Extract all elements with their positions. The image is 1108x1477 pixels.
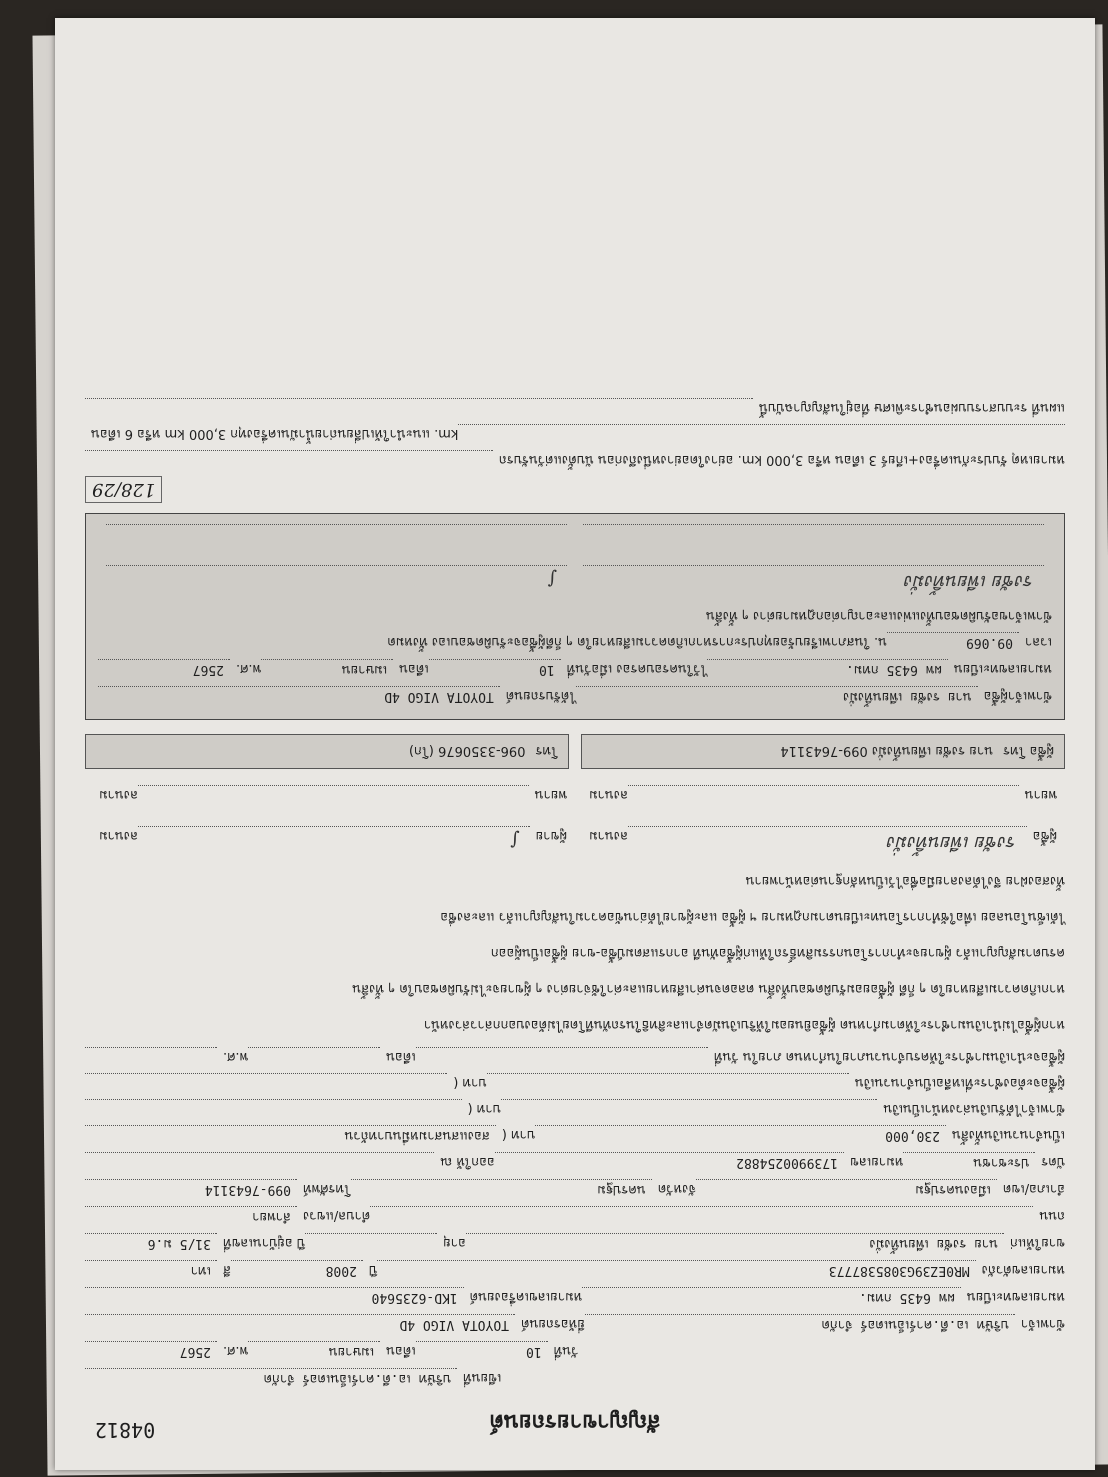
price-words: สองแสนสามหมื่นบาทถ้วน (85, 1125, 496, 1144)
witness-line (628, 785, 1019, 812)
engine-label: หมายเลขเครื่องยนต์ (469, 1289, 583, 1304)
due-label: ผู้ซื้อจะนำเงินมาชำระให้ครบจำนวนภายในกำหนด ภายใน วันที่ (713, 1049, 1065, 1064)
year: 2567 (85, 1341, 217, 1360)
note-line (85, 450, 1065, 468)
buyer-sign-label: ผู้ซื้อ (1032, 828, 1057, 843)
document-title: สัญญาขายรถยนต์ (489, 1409, 661, 1434)
seller-label: ข้าพเจ้า (1020, 1316, 1065, 1331)
due-month (248, 1047, 380, 1064)
color-label: สี (223, 1262, 231, 1277)
seller: บริษัท เอ.ดี.คาร์เอ็นเตอร์ จำกัด (585, 1314, 1015, 1333)
receipt-buyer-line (583, 565, 1044, 592)
paragraph: ทั้งสองฝ่าย จึงได้ลงลายมือชื่อไว้เป็นหลักฐานต่อหน้าพยาน (745, 873, 1065, 888)
issued (85, 1152, 434, 1169)
paid-words (85, 1099, 462, 1116)
note-fill-3 (85, 398, 753, 415)
phone-label: โทรศัพท์ (303, 1181, 351, 1196)
day: 10 (416, 1341, 548, 1360)
road (370, 1206, 1033, 1223)
handwritten-stamp: 128/29 (85, 476, 162, 503)
receipt-date-label: ไว้ในครอบครอง เมื่อวันที่ (566, 661, 708, 676)
receipt-plate: ผพ 6435 กทม. (707, 659, 948, 678)
baht-label: บาท ( (501, 1127, 536, 1142)
buyer-tel-label: ผู้ซื้อ โทร (1003, 743, 1054, 758)
sign-label-3: ลงนาม (589, 787, 629, 802)
receipt-day: 10 (429, 659, 561, 678)
year-label: พ.ศ. (223, 1343, 249, 1358)
month-label: เดือน (386, 1343, 416, 1358)
day-label: วันที่ (553, 1343, 579, 1358)
paid (501, 1099, 878, 1116)
brand-label: ยี่ห้อรถยนต์ (521, 1316, 585, 1331)
paragraph: ครบตามสัญญาแล้ว ผู้ขายจะทำการโอนกรรมสิทธิ์รถให้แก่ผู้ซื้อทันที อากรแสตมป์ซื้อ-ขาย ผู้ซื้อเป็นผู้ออก (490, 945, 1065, 960)
seller-signature: ∫ (510, 829, 520, 850)
seller-phone-box (85, 734, 569, 769)
receipt-law-note: ข้าพเจ้าขอรับผิดชอบทั้งแพ่งและอาญาต่อกฎหมายต่าง ๆ ทั้งสิ้น (706, 608, 1052, 623)
written-at: บริษัท เอ.ดี.คาร์เอ็นเตอร์ จำกัด (85, 1368, 457, 1387)
due-year-label: พ.ศ. (223, 1049, 249, 1064)
due-year (85, 1047, 217, 1064)
sign-label: ลงนาม (589, 828, 629, 843)
receipt-time: 09.069 (887, 632, 1019, 651)
car-year-label: ปี (368, 1262, 378, 1277)
province-label: จังหวัด (657, 1181, 697, 1196)
receipt-witness-line-2 (106, 524, 567, 551)
engine: 1KD-6235640 (85, 1287, 464, 1306)
age-label: อายุ (443, 1235, 466, 1250)
receipt-month-label: เดือน (399, 661, 429, 676)
receipt-seller-signature: ∫ (547, 568, 557, 589)
district-label: อำเภอ/เขต (1002, 1181, 1065, 1196)
receipt-seller-line (106, 565, 567, 592)
receipt-car-label: ได้รับรถยนต์ (505, 688, 576, 703)
buyer-signature-line (628, 826, 1027, 853)
age (305, 1233, 437, 1250)
id-type: ประชาชน (903, 1152, 1035, 1171)
sign-label-4: ลงนาม (99, 787, 139, 802)
note-fill (85, 450, 493, 467)
seller-tel-label: โทร (535, 743, 558, 758)
rest-words (85, 1073, 447, 1090)
paragraph: หากเกิดความเสียหายใด ๆ ก็ดี ผู้ซื้อยอมรับผิดชอบทั้งสิ้น ตลอดจนค่าเสียหายและค่าใช้จ่ายต่าง ๆ ผู้ขายจะไม่รับผิดชอบใด ๆ ทั้งสิ้น (352, 981, 1065, 996)
receipt-year-label: พ.ศ. (236, 661, 262, 676)
plate-label: หมายเลขทะเบียน (966, 1289, 1065, 1304)
paragraph: ได้เซ็นโอนลอย เพื่อใช้ทำการโอนทะเบียนตามกฎหมาย ฯ ผู้ซื้อ และผู้ขายได้อ่านข้อความในสัญญาแล้ว และลงชื่อ (440, 909, 1065, 924)
issued-label: ออกให้ ณ (440, 1154, 495, 1169)
baht-label-2: บาท ( (467, 1101, 501, 1116)
rest-label: ผู้ซื้อจะต้องชำระที่เหลือเป็นจำนวนเงิน (854, 1075, 1065, 1090)
sign-label-2: ลงนาม (99, 828, 139, 843)
witness-label: พยาน (1024, 787, 1057, 802)
chassis: MR0EZ39G3085387773 (377, 1260, 975, 1279)
subdistrict-label: ตำบล/แขวง (303, 1208, 371, 1223)
buyer-phone-box (581, 734, 1065, 769)
buyer-tel: นาย รงชัย เพียนทิ้งมั่ง 099-7643114 (780, 743, 994, 758)
document-number: 04812 (95, 1418, 156, 1442)
note-fill-2 (458, 424, 1065, 441)
chassis-label: หมายเลขตัวถัง (981, 1262, 1065, 1277)
due-day (416, 1047, 708, 1064)
address-label: ปี อยู่บ้านเลขที่ (223, 1235, 306, 1250)
due-month-label: เดือน (386, 1049, 416, 1064)
buyer-handwritten-name: รงชัย เพียนทิ้งมั่ง (887, 832, 1017, 853)
receipt-year: 2567 (98, 659, 230, 678)
road-label: ถนน (1039, 1208, 1065, 1223)
receipt-buyer-label: ข้าพเจ้าผู้ซื้อ (983, 688, 1052, 703)
written-at-label: เขียนที่ (463, 1370, 502, 1385)
rest (487, 1073, 849, 1090)
car-year: 2008 (231, 1260, 363, 1279)
id-label: บัตร (1041, 1154, 1065, 1169)
receipt-box (85, 513, 1065, 720)
contract-sheet (55, 18, 1095, 1470)
buyer-label: ขายให้แก่ (1010, 1235, 1065, 1250)
note-km: km. แนะนำให้เปลี่ยนถ่ายน้ำมันเครื่องทุก 3,000 km หรือ 6 เดือน (91, 426, 459, 441)
receipt-car: TOYOTA VIGO 4D (98, 686, 500, 705)
receipt-month: เมษายน (261, 659, 393, 678)
seller-tel: 096-3350676 (โก) (408, 743, 526, 758)
receipt-plate-label: หมายเลขทะเบียน (953, 661, 1052, 676)
note-map: แผนที่ ระบบสารบบผ่อนชำระพิเศษ ที่อยู่ในสัญญาฉบับนี้ (758, 400, 1065, 415)
id-no-label: หมายเลข (849, 1154, 904, 1169)
subdistrict: ลำพยา (85, 1206, 297, 1225)
month: เมษายน (248, 1341, 380, 1360)
color: เทา (85, 1260, 217, 1279)
province: นครปฐม (351, 1179, 652, 1198)
id-no: 1739900254882 (495, 1152, 844, 1171)
witness-label-2: พยาน (534, 787, 567, 802)
note-line (85, 424, 1065, 442)
baht-label-3: บาท ( (453, 1075, 487, 1090)
seller-signature-line (138, 826, 530, 853)
seller-sign-label: ผู้ขาย (535, 828, 567, 843)
receipt-buyer-handwritten: รงชัย เพียนทิ้งมั่ง (904, 571, 1034, 592)
receipt-time-label: เวลา (1024, 634, 1052, 649)
note-line (85, 398, 1065, 416)
receipt-time-note: น. ในสภาพเรียบร้อยทุกประการหากเกิดความเสียหายใด ๆ ก็ดีผู้ซื้อจะรับผิดชอบเอง ทั้งหมด (387, 634, 887, 649)
price: 230,000 (535, 1125, 946, 1144)
paragraph: หากผู้ซื้อไม่นำเงินมาชำระให้ตามกำหนด ผู้ซื้อยินยอมให้ริบเงินมัดจำและสิทธิในรถทันทีโดยไม่ต้องบอกกล่าวล่วงหน้า (423, 1017, 1065, 1032)
receipt-buyer: นาย รงชัย เพียนทิ้งมั่ง (576, 686, 978, 705)
price-label: เป็นจำนวนเงินทั้งสิ้น (952, 1127, 1065, 1142)
plate: ผพ 6435 กทม. (582, 1287, 961, 1306)
brand: TOYOTA VIGO 4D (85, 1314, 515, 1333)
address: 31/5 ม.6 (85, 1233, 217, 1252)
phone: 099-7643114 (85, 1179, 297, 1198)
note-warranty: หมายเหตุ รับประกันเครื่อง+เกียร์ 3 เดือน หรือ 3,000 km. อย่างใดอย่างหนึ่งถึงก่อน นับตั้งแต่วันรับรถ (498, 452, 1065, 467)
district: เมืองนครปฐม (696, 1179, 997, 1198)
paid-label: ข้าพเจ้าได้รับเงินล่วงหน้าเป็นเงิน (883, 1101, 1065, 1116)
receipt-witness-line (583, 524, 1044, 551)
witness-line-2 (138, 785, 529, 812)
buyer: นาย รงชัย เพียนทิ้งมั่ง (466, 1233, 1004, 1252)
